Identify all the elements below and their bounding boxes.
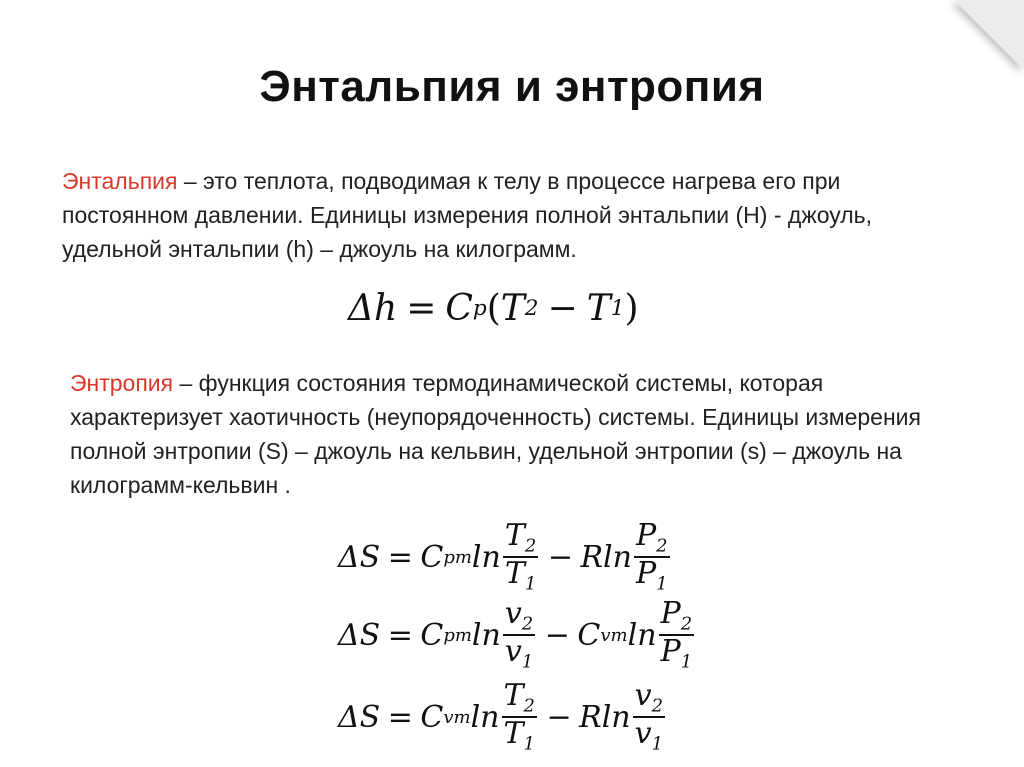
fraction-denominator: [502, 718, 537, 754]
numerator-subscript: 2: [651, 695, 664, 717]
entropy-definition: [70, 366, 950, 502]
enthalpy-text: – это теплота, подводимая к телу в процессе нагрева его при постоянном давлении. Единицы измерения полной энтальпии (H) - джоуль, удельной энтальпии (h) – джоуль на килограмм.: [62, 168, 873, 262]
enthalpy-formula: [348, 288, 639, 329]
heat-capacity-subscript-2: vm: [600, 624, 628, 646]
equals-sign: =: [387, 617, 413, 653]
heat-capacity-symbol: C: [420, 617, 444, 653]
denominator-subscript: 1: [521, 651, 534, 673]
fraction-temperature: [503, 520, 538, 594]
close-paren: ): [624, 288, 639, 329]
fraction-numerator: [503, 598, 535, 636]
denominator-subscript: 1: [680, 651, 693, 673]
denominator-subscript: 1: [523, 733, 535, 755]
numerator-symbol: T: [504, 518, 525, 553]
denominator-subscript: 1: [524, 573, 537, 595]
gas-constant-log: Rln: [579, 699, 631, 735]
numerator-subscript: 2: [524, 535, 537, 557]
fraction-numerator: [503, 520, 538, 558]
log-symbol: ln: [470, 699, 500, 735]
open-paren: (: [486, 288, 501, 329]
page-fold-corner-icon: [954, 0, 1024, 70]
denominator-symbol: v: [634, 716, 652, 752]
enthalpy-term: Энтальпия: [62, 168, 178, 194]
minus-sign: −: [547, 288, 578, 329]
log-symbol: ln: [471, 539, 501, 575]
numerator-subscript: 2: [523, 695, 535, 717]
numerator-subscript: 2: [521, 613, 534, 635]
fraction-denominator: [659, 636, 695, 672]
numerator-symbol: T: [503, 678, 524, 713]
entropy-text: – функция состояния термодинамической системы, которая характеризует хаотичность (неупорядоченность) системы. Единицы измерения полной энтропии (S) – джоуль на кельвин, удельной энтропии (s) – джоуль на килограмм-кельвин .: [70, 370, 921, 498]
fraction-volume: [633, 680, 665, 754]
fraction-numerator: [659, 598, 695, 636]
denominator-symbol: T: [503, 716, 524, 752]
entropy-formula-3: [338, 680, 667, 754]
minus-sign: −: [544, 617, 570, 653]
entropy-formula-1: [338, 520, 672, 594]
fraction-numerator: [634, 520, 670, 558]
equals-sign: =: [387, 699, 413, 735]
fraction-numerator: [502, 680, 537, 718]
formula-lhs: ΔS: [338, 617, 381, 653]
fraction-denominator: [634, 558, 670, 594]
heat-capacity-symbol: C: [420, 699, 444, 735]
denominator-symbol: P: [660, 634, 681, 670]
heat-capacity-subscript: vm: [443, 706, 471, 728]
formula-lhs: ΔS: [338, 539, 381, 575]
equals-sign: =: [387, 539, 413, 575]
numerator-subscript: 2: [656, 535, 668, 557]
minus-sign: −: [547, 539, 573, 575]
fraction-denominator: [633, 718, 665, 754]
denominator-symbol: T: [504, 556, 525, 592]
denominator-symbol: P: [635, 556, 657, 592]
numerator-symbol: v: [634, 678, 652, 713]
heat-capacity-symbol-2: C: [577, 617, 601, 653]
fraction-temperature: [502, 680, 537, 754]
heat-capacity-symbol: C: [445, 288, 473, 329]
numerator-subscript: 2: [680, 613, 693, 635]
enthalpy-definition: [62, 164, 942, 266]
entropy-term: Энтропия: [70, 370, 174, 396]
equals-sign: =: [406, 288, 437, 329]
heat-capacity-subscript: p: [472, 296, 487, 321]
gas-constant-log: Rln: [580, 539, 632, 575]
denominator-symbol: v: [504, 634, 522, 670]
entropy-formula-2: [338, 598, 696, 672]
fraction-pressure: [634, 520, 670, 594]
numerator-symbol: P: [660, 596, 681, 631]
heat-capacity-subscript: pm: [443, 546, 472, 568]
temperature-2-subscript: 2: [524, 296, 539, 321]
heat-capacity-symbol: C: [420, 539, 444, 575]
heat-capacity-subscript: pm: [443, 624, 472, 646]
minus-sign: −: [546, 699, 572, 735]
fraction-denominator: [503, 636, 535, 672]
temperature-1-subscript: 1: [610, 296, 625, 321]
denominator-subscript: 1: [656, 573, 668, 595]
fraction-denominator: [503, 558, 538, 594]
formula-lhs: ΔS: [338, 699, 381, 735]
fraction-volume: [503, 598, 535, 672]
log-symbol-2: ln: [627, 617, 657, 653]
page-title: Энтальпия и энтропия: [259, 62, 765, 111]
fraction-pressure: [659, 598, 695, 672]
temperature-1: T: [586, 288, 611, 329]
log-symbol: ln: [471, 617, 501, 653]
formula-lhs: Δh: [348, 288, 398, 329]
numerator-symbol: P: [635, 518, 657, 553]
denominator-subscript: 1: [651, 733, 664, 755]
numerator-symbol: v: [504, 596, 522, 631]
fraction-numerator: [633, 680, 665, 718]
temperature-2: T: [500, 288, 525, 329]
